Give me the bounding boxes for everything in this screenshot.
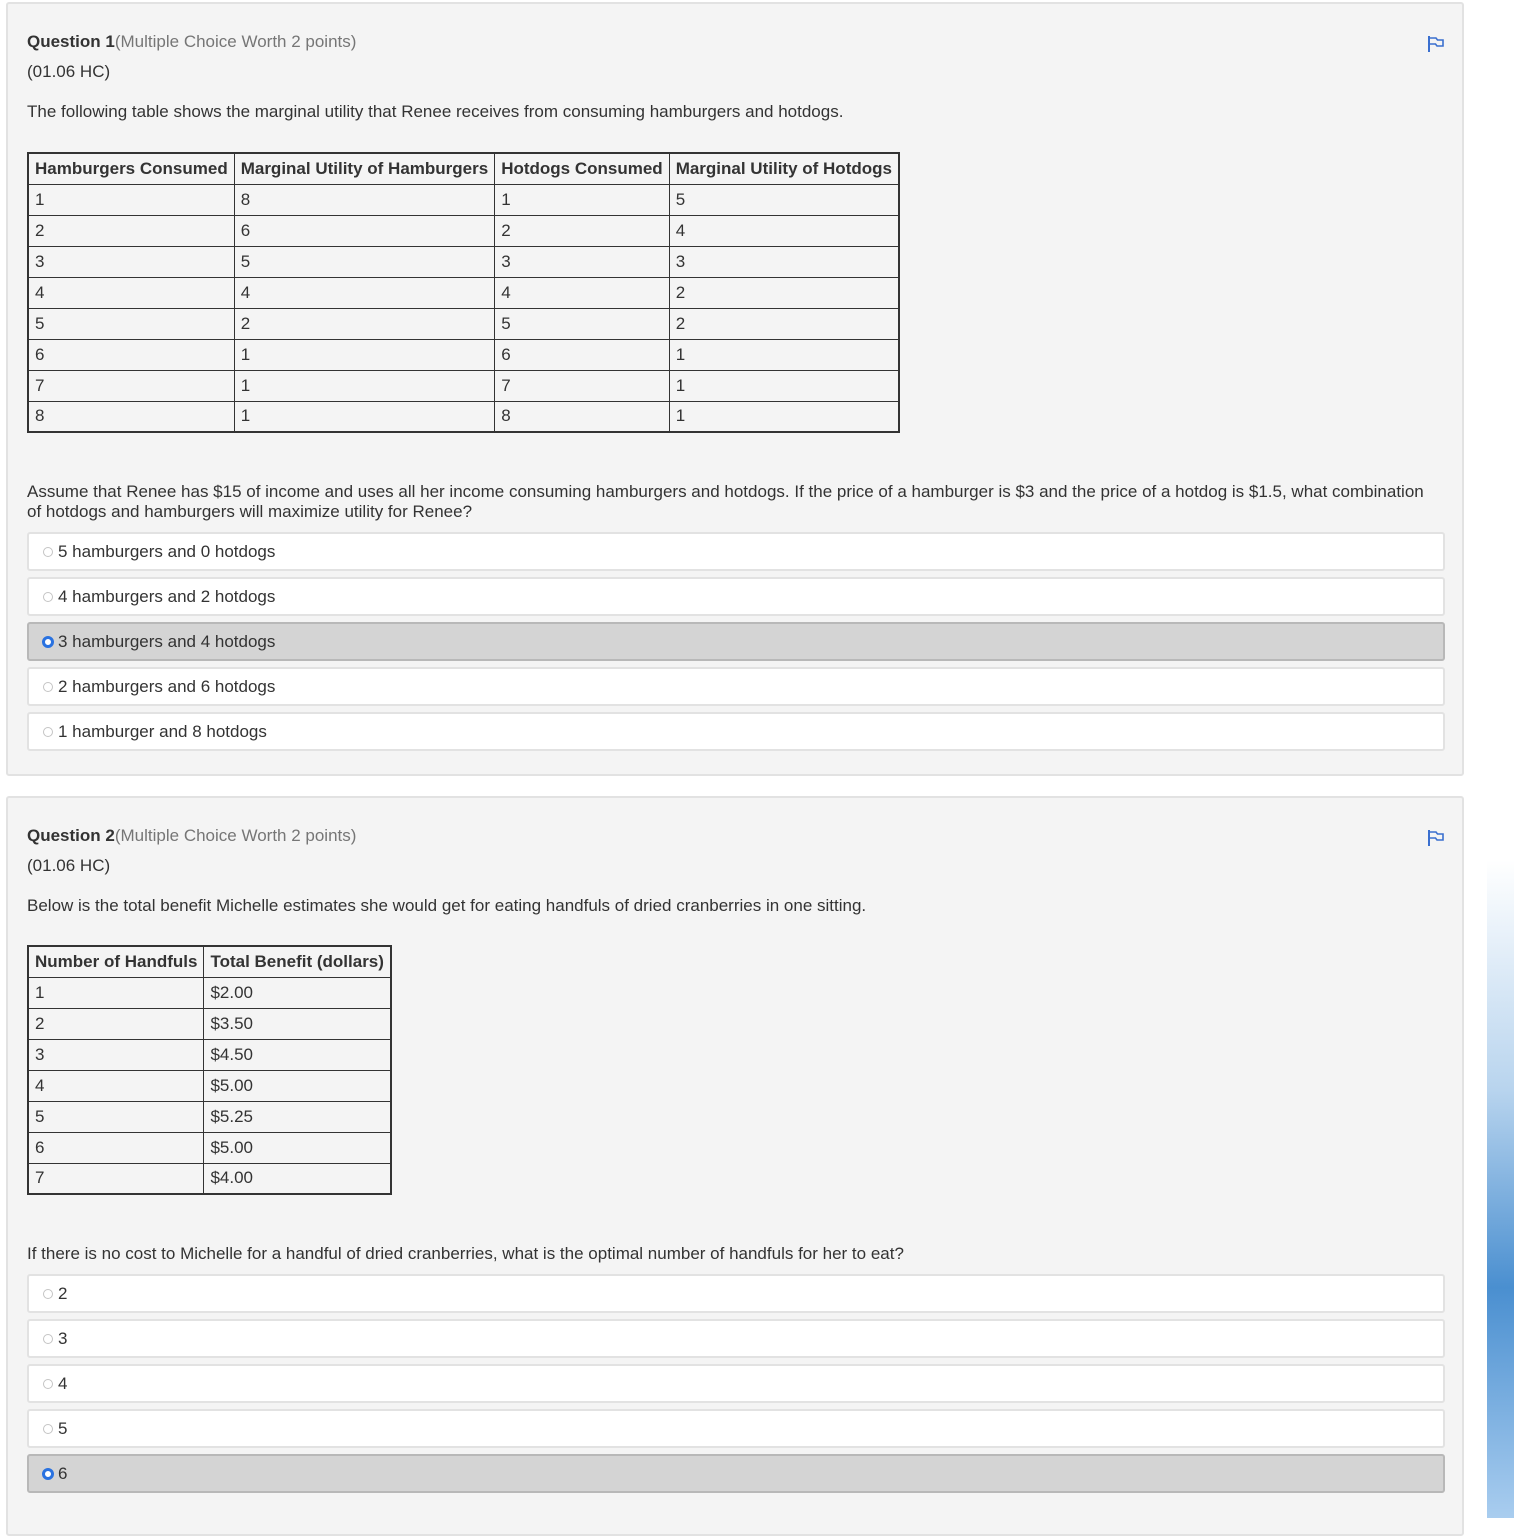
question-1-title: Question 1(Multiple Choice Worth 2 points) [27,32,357,51]
table-cell: $4.50 [204,1039,391,1070]
answer-option-label: 3 [58,1328,68,1348]
table-cell: 7 [495,370,670,401]
table-cell: 2 [495,215,670,246]
radio-icon[interactable] [43,682,53,692]
table-cell: 2 [234,308,494,339]
radio-icon[interactable] [43,1379,53,1389]
table-row [28,339,899,370]
table-row [28,184,899,215]
table-cell: 8 [234,184,494,215]
answer-option[interactable] [27,712,1445,751]
table-cell: $2.00 [204,977,391,1008]
answer-option[interactable] [27,622,1445,661]
table-cell: 1 [28,184,234,215]
question-2-options [27,1274,1445,1499]
question-1-worth: (Multiple Choice Worth 2 points) [114,32,357,51]
answer-option[interactable] [27,1409,1445,1448]
table-row [28,1070,391,1101]
radio-icon[interactable] [43,727,53,737]
table-cell: 1 [234,339,494,370]
question-1-options [27,532,1445,757]
radio-icon[interactable] [43,1334,53,1344]
table-header-row [28,946,391,977]
answer-option-label: 3 hamburgers and 4 hotdogs [58,631,276,651]
table-cell: 7 [28,370,234,401]
table-cell: 1 [669,339,899,370]
answer-option-label: 4 hamburgers and 2 hotdogs [58,586,276,606]
table-cell: $5.25 [204,1101,391,1132]
table-cell: $4.00 [204,1163,391,1194]
column-header: Marginal Utility of Hotdogs [669,153,899,184]
radio-icon[interactable] [43,1424,53,1434]
table-cell: 8 [495,401,670,432]
side-gradient-decoration [1487,860,1514,1518]
table-cell: 4 [28,277,234,308]
table-cell: 2 [28,1008,204,1039]
question-1-card [6,2,1464,776]
answer-option[interactable] [27,532,1445,571]
answer-option-label: 1 hamburger and 8 hotdogs [58,721,267,741]
answer-option-label: 4 [58,1373,68,1393]
radio-icon[interactable] [43,547,53,557]
radio-selected-icon[interactable] [42,1468,54,1480]
table-cell: 6 [28,1132,204,1163]
answer-option[interactable] [27,1364,1445,1403]
question-2-prompt: If there is no cost to Michelle for a handful of dried cranberries, what is the optimal number of handfuls for her to eat? [27,1244,904,1263]
table-cell: 1 [669,401,899,432]
answer-option-label: 6 [58,1463,68,1483]
table-cell: 7 [28,1163,204,1194]
table-row [28,1132,391,1163]
column-header: Marginal Utility of Hamburgers [234,153,494,184]
table-cell: 3 [28,1039,204,1070]
table-cell: 8 [28,401,234,432]
table-header-row [28,153,899,184]
column-header: Total Benefit (dollars) [204,946,391,977]
answer-option[interactable] [27,667,1445,706]
table-row [28,277,899,308]
question-1-prompt: Assume that Renee has $15 of income and uses all her income consuming hamburgers and hotdogs. If the price of a hamburger is $3 and the price of a hotdog is $1.5, what combination of hotdogs and hamburgers will maximize utility for Renee? [27,482,1424,521]
table-cell: 1 [234,370,494,401]
table-cell: 5 [28,1101,204,1132]
question-2-card [6,796,1464,1536]
column-header: Hamburgers Consumed [28,153,234,184]
table-row [28,1163,391,1194]
answer-option[interactable] [27,1454,1445,1493]
column-header: Number of Handfuls [28,946,204,977]
table-cell: 3 [669,246,899,277]
table-row [28,246,899,277]
table-cell: 5 [495,308,670,339]
question-2-worth: (Multiple Choice Worth 2 points) [114,826,357,845]
answer-option[interactable] [27,1274,1445,1313]
table-cell: $5.00 [204,1132,391,1163]
question-2-code: (01.06 HC) [27,856,111,875]
answer-option-label: 5 [58,1418,68,1438]
table-row [28,977,391,1008]
radio-icon[interactable] [43,592,53,602]
radio-icon[interactable] [43,1289,53,1299]
table-row [28,1039,391,1070]
radio-selected-icon[interactable] [42,636,54,648]
utility-table [27,152,900,433]
table-cell: 1 [234,401,494,432]
answer-option-label: 5 hamburgers and 0 hotdogs [58,541,276,561]
table-row [28,308,899,339]
table-cell: $5.00 [204,1070,391,1101]
flag-icon[interactable] [1426,34,1446,54]
table-cell: 1 [495,184,670,215]
answer-option[interactable] [27,1319,1445,1358]
table-cell: 5 [28,308,234,339]
table-row [28,1101,391,1132]
question-1-code: (01.06 HC) [27,62,111,81]
table-cell: 4 [495,277,670,308]
answer-option-label: 2 [58,1283,68,1303]
table-cell: 1 [669,370,899,401]
table-cell: 5 [669,184,899,215]
table-cell: 2 [28,215,234,246]
table-row [28,215,899,246]
table-row [28,1008,391,1039]
table-cell: 6 [495,339,670,370]
table-cell: 3 [28,246,234,277]
table-cell: 4 [28,1070,204,1101]
table-cell: 4 [234,277,494,308]
table-cell: 4 [669,215,899,246]
table-cell: 6 [234,215,494,246]
flag-icon[interactable] [1426,828,1446,848]
table-cell: 2 [669,308,899,339]
question-2-title: Question 2(Multiple Choice Worth 2 points) [27,826,357,845]
table-cell: 5 [234,246,494,277]
benefit-table [27,945,392,1195]
table-cell: 3 [495,246,670,277]
table-row [28,370,899,401]
question-1-intro: The following table shows the marginal utility that Renee receives from consuming hamburgers and hotdogs. [27,102,844,121]
table-cell: 2 [669,277,899,308]
answer-option[interactable] [27,577,1445,616]
column-header: Hotdogs Consumed [495,153,670,184]
answer-option-label: 2 hamburgers and 6 hotdogs [58,676,276,696]
question-2-intro: Below is the total benefit Michelle estimates she would get for eating handfuls of dried cranberries in one sitting. [27,896,867,915]
table-cell: 1 [28,977,204,1008]
table-cell: 6 [28,339,234,370]
table-row [28,401,899,432]
table-cell: $3.50 [204,1008,391,1039]
